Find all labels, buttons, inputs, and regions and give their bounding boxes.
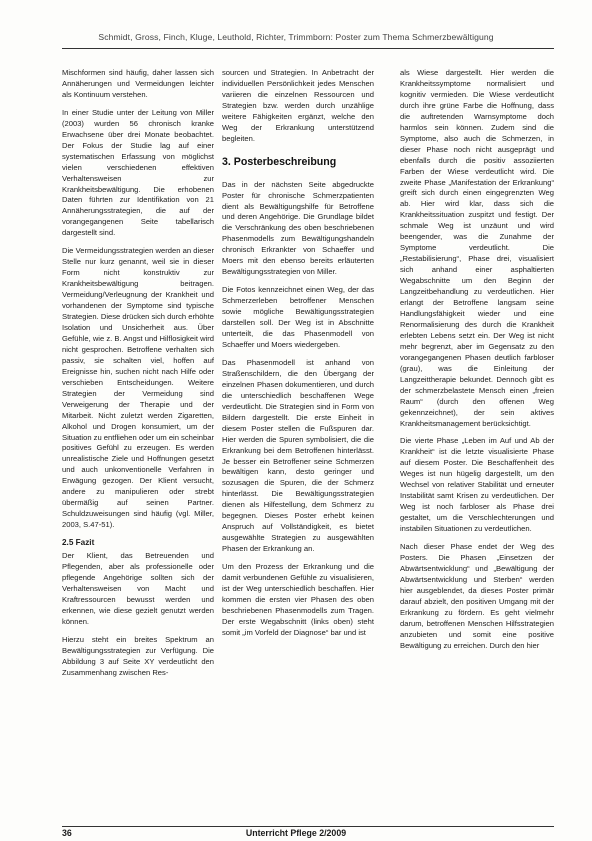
paragraph: Das Phasenmodell ist anhand von Straßenschildern, die den Übergang der einzelnen Phasen dokumentieren, und durch die unterschiedlich beschaffenen Wege verdeutlicht. Die Strategien sind in Form von Bildern dargestellt. Die erste Einheit in diesem Poster stellen die Fußspuren dar. Hier werden die Spuren symbolisiert, die die Erkrankung bei dem Betroffenen hinterlässt. Je besser ein Betroffener seine Schmerzen bewältigen kann, desto geringer und sozusagen die Spuren, die der Schmerz hinterlässt. Die Bewältigungsstrategien dienen als Hilfestellung, dem Schmerz zu begegnen. Dieses Poster erhebt keinen Anspruch auf Vollständigkeit, es bietet ausgewählte Strategien zu ausgewählten Phasen der Erkrankung an. — [222, 357, 374, 554]
paragraph: Mischformen sind häufig, daher lassen sich Annäherungen und Vermeidungen leichter als Kontinuum verstehen. — [62, 68, 214, 99]
paragraph: als Wiese dargestellt. Hier werden die Krankheitssymptome normalisiert und kognitiv vermieden. Die Wiese verdeutlicht durch ihre grüne Farbe die Hoffnung, dass die auftretenden Warnsymptome doch harmlos sein können. Zudem sind die Symptome, also auch die Schmerzen, in dieser Phase noch nicht ausgeprägt und ebenfalls durch die positiv assoziierten Farben der Wiese verdeutlicht wird. Die zweite Phase „Manifestation der Erkrankung“ greift sich durch einen eingegrenzten Weg ab. Hier wird klar, dass sich die Krankheitssituation zuspitzt und festigt. Der schmale Weg ist unzäunt und wird beengender, was die Zunahme der Symptome verdeutlicht. Die „Restabilisierung“, Phase drei, visualisiert sich anhand einer asphaltierten Wegabschnitte um den Beginn der Langzeitbehandlung zu verdeutlichen. Hier erlangt der Betroffene langsam seine Handlungsfähigkeit wieder und eine Renormalisierung des durch die Krankheit erlebten Lebens setzt ein. Der Weg ist nicht mehr begrenzt, aber im Gegensatz zu den vorangegangenen Phasen deutlich farbloser (grau), was die Einleitung der Langzeittherapie bekundet. Dennoch gibt es der schmerzbelastete Mensch einen „freien Raum“ (durch den offenen Weg gekennzeichnet), der sein aktives Krankheitsmanagement berücksichtigt. — [400, 68, 554, 428]
text-column-middle — [222, 68, 374, 646]
section-title: 2.5 Fazit — [62, 538, 95, 548]
running-header: Schmidt, Gross, Finch, Kluge, Leuthold, Richter, Trimmborn: Poster zum Thema Schmerzbewältigung — [98, 32, 494, 42]
text-column-left — [62, 68, 214, 686]
paragraph: Das in der nächsten Seite abgedruckte Poster für chronische Schmerzpatienten dient als Bewältigungshilfe für Betroffene und deren Angehörige. Die Grundlage bildet die Verschränkung des oben beschriebenen Phasenmodells zum Bewältigungshandeln chronisch Erkrankter von Schaeffer und Moers mit den ebenso bereits erläuterten Bewältigungsstrategien von Miller. — [222, 179, 374, 277]
section-heading: 3. Posterbeschreibung — [222, 155, 337, 168]
paragraph: sourcen und Strategien. In Anbetracht der individuellen Persönlichkeit jedes Menschen variieren die einzelnen Ressourcen und Strategien bzw. werden durch unzählige weitere Fähigkeiten ergänzt, welche den Weg der Erkrankung unterstützend begleiten. — [222, 68, 374, 143]
paragraph: Um den Prozess der Erkrankung und die damit verbundenen Gefühle zu visualisieren, ist der Weg unterschiedlich beschaffen. Hier kommen die ersten vier Phasen des oben beschriebenen Phasenmodells zum Tragen. Der erste Wegabschnitt (links oben) steht somit „im Vorfeld der Diagnose“ bar und ist — [222, 562, 374, 637]
paragraph: Hierzu steht ein breites Spektrum an Bewältigungsstrategien zur Verfügung. Die Abbildung 3 auf Seite XY verdeutlicht den Zusammenhang zwischen Res- — [62, 634, 214, 677]
paragraph: In einer Studie unter der Leitung von Miller (2003) wurden 56 chronisch kranke Erwachsene über drei Monate beobachtet. Der Fokus der Studie lag auf einer systematischen Erfassung von möglichst vielen verschiedenen effektiven Verhaltensweisen zur Krankheitsbewältigung. Die erhobenen Daten führten zur Identifikation von 21 Annäherungsstrategien, die auf der vorangegangenen Seite tabellarisch dargestellt sind. — [62, 107, 214, 238]
page-number: 36 — [62, 828, 72, 838]
footer-rule — [62, 826, 554, 827]
paragraph: Die Vermeidungsstrategien werden an dieser Stelle nur kurz genannt, weil sie in dieser Form nicht konstruktiv zur Krankheitsbewältigung beitragen. Vermeidung/Verleugnung der Krankheit und vorhandenen der Symptome sind typische Strategien. Diese drücken sich durch erhöhte Isolation und Unsicherheit aus. Über Gefühle, wie z. B. Angst und Hilflosigkeit wird nicht gesprochen. Betroffene verhalten sich passiv, sie schalten viel, hoffen auf Ereignisse hin, suchen nicht nach Hilfe oder verschieben Entscheidungen. Weitere Strategien der Vermeidung sind Verweigerung der Therapie und der Mitarbeit. Nicht zuletzt werden Zigaretten, Alkohol und Drogen konsumiert, um der Situation zu entfliehen oder um ein scheinbar positives Gefühl zu erzeugen. Es werden unrealistische Ziele und Hoffnungen gesetzt und auch unkonventionelle Verfahren in Erwägung gezogen. Der Klient versucht, andere zu manipulieren oder strebt übermäßig auf seinen Partner. Schuldzuweisungen sind häufig (vgl. Miller, 2003, S.47-51). — [62, 246, 214, 530]
paragraph: Der Klient, das Betreuenden und Pflegenden, aber als professionelle oder pflegende Angehörige sollten sich der Verhaltensweisen von Macht und Kraftressourcen bewusst werden und erkennen, wie diese gezielt genutzt werden können. — [62, 551, 214, 626]
text-column-right — [400, 68, 554, 659]
journal-title: Unterricht Pflege 2/2009 — [245, 828, 347, 838]
paragraph: Die vierte Phase „Leben im Auf und Ab der Krankheit“ ist die letzte visualisierte Phase auf diesem Poster. Die Beschaffenheit des Weges ist nun hügelig dargestellt, um den Wechsel von relativer Stabilität und erneuter Instabilität samt Krisen zu verdeutlichen. Der Weg ist noch farbloser als Phase drei gestaltet, um die Verschlechterungen und instabilen Situationen zu verdeutlichen. — [400, 436, 554, 534]
paragraph: Die Fotos kennzeichnet einen Weg, der das Schmerzerleben betroffener Menschen sowie mögliche Bewältigungsstrategien darstellen soll. Der Weg ist in Abschnitte unterteilt, die das Phasenmodell von Schaeffer und Moers wiedergeben. — [222, 285, 374, 349]
paragraph: Nach dieser Phase endet der Weg des Posters. Die Phasen „Einsetzen der Abwärtsentwicklung“ und „Bewältigung der Abwärtsentwicklung und Sterben“ werden hier ausgeblendet, da dieses Poster primär darauf abzielt, den positiven Umgang mit der Erkrankung zu fördern. Es geht vielmehr darum, betroffenen Menschen Hilfsstrategien anzubieten und somit eine positive Bewältigung zu erreichen. Durch den hier — [400, 542, 554, 650]
header-rule — [62, 48, 554, 49]
